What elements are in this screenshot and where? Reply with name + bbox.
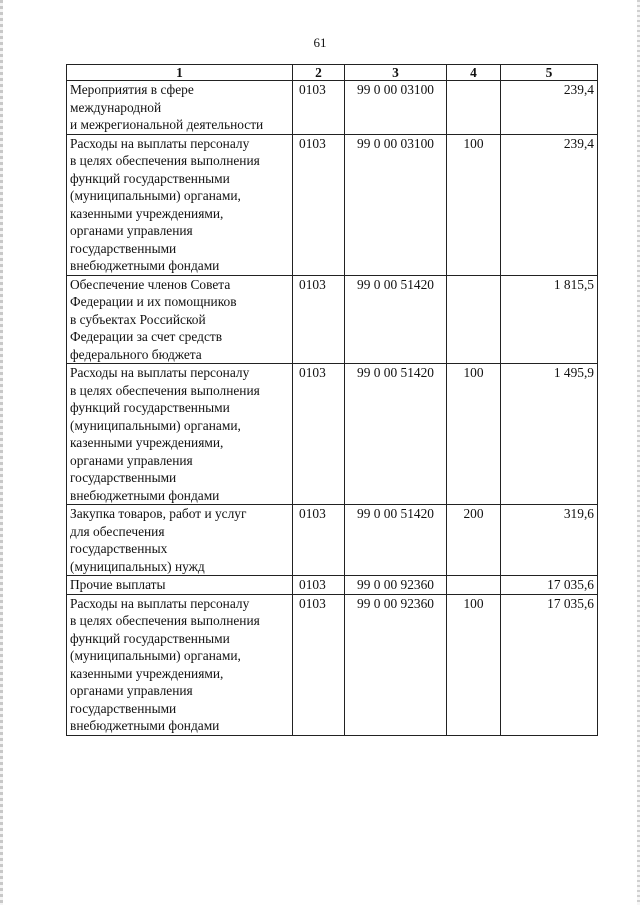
- amount-cell: 1 495,9: [501, 364, 598, 505]
- expense-kind-cell: [447, 81, 501, 135]
- section-code-cell: 0103: [293, 364, 345, 505]
- expense-kind-cell: 100: [447, 364, 501, 505]
- page-number: 61: [313, 35, 327, 50]
- amount-cell: 17 035,6: [501, 594, 598, 735]
- expense-kind-cell: [447, 275, 501, 364]
- amount-cell: 239,4: [501, 81, 598, 135]
- table-row: [67, 275, 598, 364]
- column-header: 1: [67, 65, 293, 81]
- expense-kind-cell: 100: [447, 594, 501, 735]
- section-code-cell: 0103: [293, 576, 345, 595]
- section-code-cell: 0103: [293, 134, 345, 275]
- amount-cell: 239,4: [501, 134, 598, 275]
- expense-kind-cell: 100: [447, 134, 501, 275]
- expense-name-cell: Расходы на выплаты персоналу в целях обеспечения выполнения функций государственными (муниципальными) органами, казенными учреждениями, органами управления государственными внебюджетными фондами: [67, 364, 293, 505]
- expense-name-cell: Прочие выплаты: [67, 576, 293, 595]
- section-code-cell: 0103: [293, 505, 345, 576]
- column-header: 3: [345, 65, 447, 81]
- target-code-cell: 99 0 00 51420: [345, 275, 447, 364]
- section-code-cell: 0103: [293, 81, 345, 135]
- budget-table: [66, 64, 598, 736]
- column-header: 2: [293, 65, 345, 81]
- target-code-cell: 99 0 00 92360: [345, 576, 447, 595]
- table-row: [67, 594, 598, 735]
- section-code-cell: 0103: [293, 275, 345, 364]
- table-row: [67, 81, 598, 135]
- amount-cell: 1 815,5: [501, 275, 598, 364]
- expense-kind-cell: [447, 576, 501, 595]
- target-code-cell: 99 0 00 92360: [345, 594, 447, 735]
- section-code-cell: 0103: [293, 594, 345, 735]
- table-row: [67, 576, 598, 595]
- expense-name-cell: Обеспечение членов Совета Федерации и их помощников в субъектах Российской Федерации за счет средств федерального бюджета: [67, 275, 293, 364]
- table-row: [67, 364, 598, 505]
- expense-name-cell: Расходы на выплаты персоналу в целях обеспечения выполнения функций государственными (муниципальными) органами, казенными учреждениями, органами управления государственными внебюджетными фондами: [67, 134, 293, 275]
- expense-name-cell: Мероприятия в сфере международной и межрегиональной деятельности: [67, 81, 293, 135]
- target-code-cell: 99 0 00 51420: [345, 505, 447, 576]
- expense-name-cell: Расходы на выплаты персоналу в целях обеспечения выполнения функций государственными (муниципальными) органами, казенными учреждениями, органами управления государственными внебюджетными фондами: [67, 594, 293, 735]
- target-code-cell: 99 0 00 03100: [345, 81, 447, 135]
- amount-cell: 319,6: [501, 505, 598, 576]
- target-code-cell: 99 0 00 03100: [345, 134, 447, 275]
- column-header: 5: [501, 65, 598, 81]
- amount-cell: 17 035,6: [501, 576, 598, 595]
- column-header: 4: [447, 65, 501, 81]
- scan-edge-left: [0, 0, 3, 905]
- table-row: [67, 134, 598, 275]
- target-code-cell: 99 0 00 51420: [345, 364, 447, 505]
- table-row: [67, 505, 598, 576]
- table-header-row: [67, 65, 598, 81]
- expense-kind-cell: 200: [447, 505, 501, 576]
- expense-name-cell: Закупка товаров, работ и услуг для обеспечения государственных (муниципальных) нужд: [67, 505, 293, 576]
